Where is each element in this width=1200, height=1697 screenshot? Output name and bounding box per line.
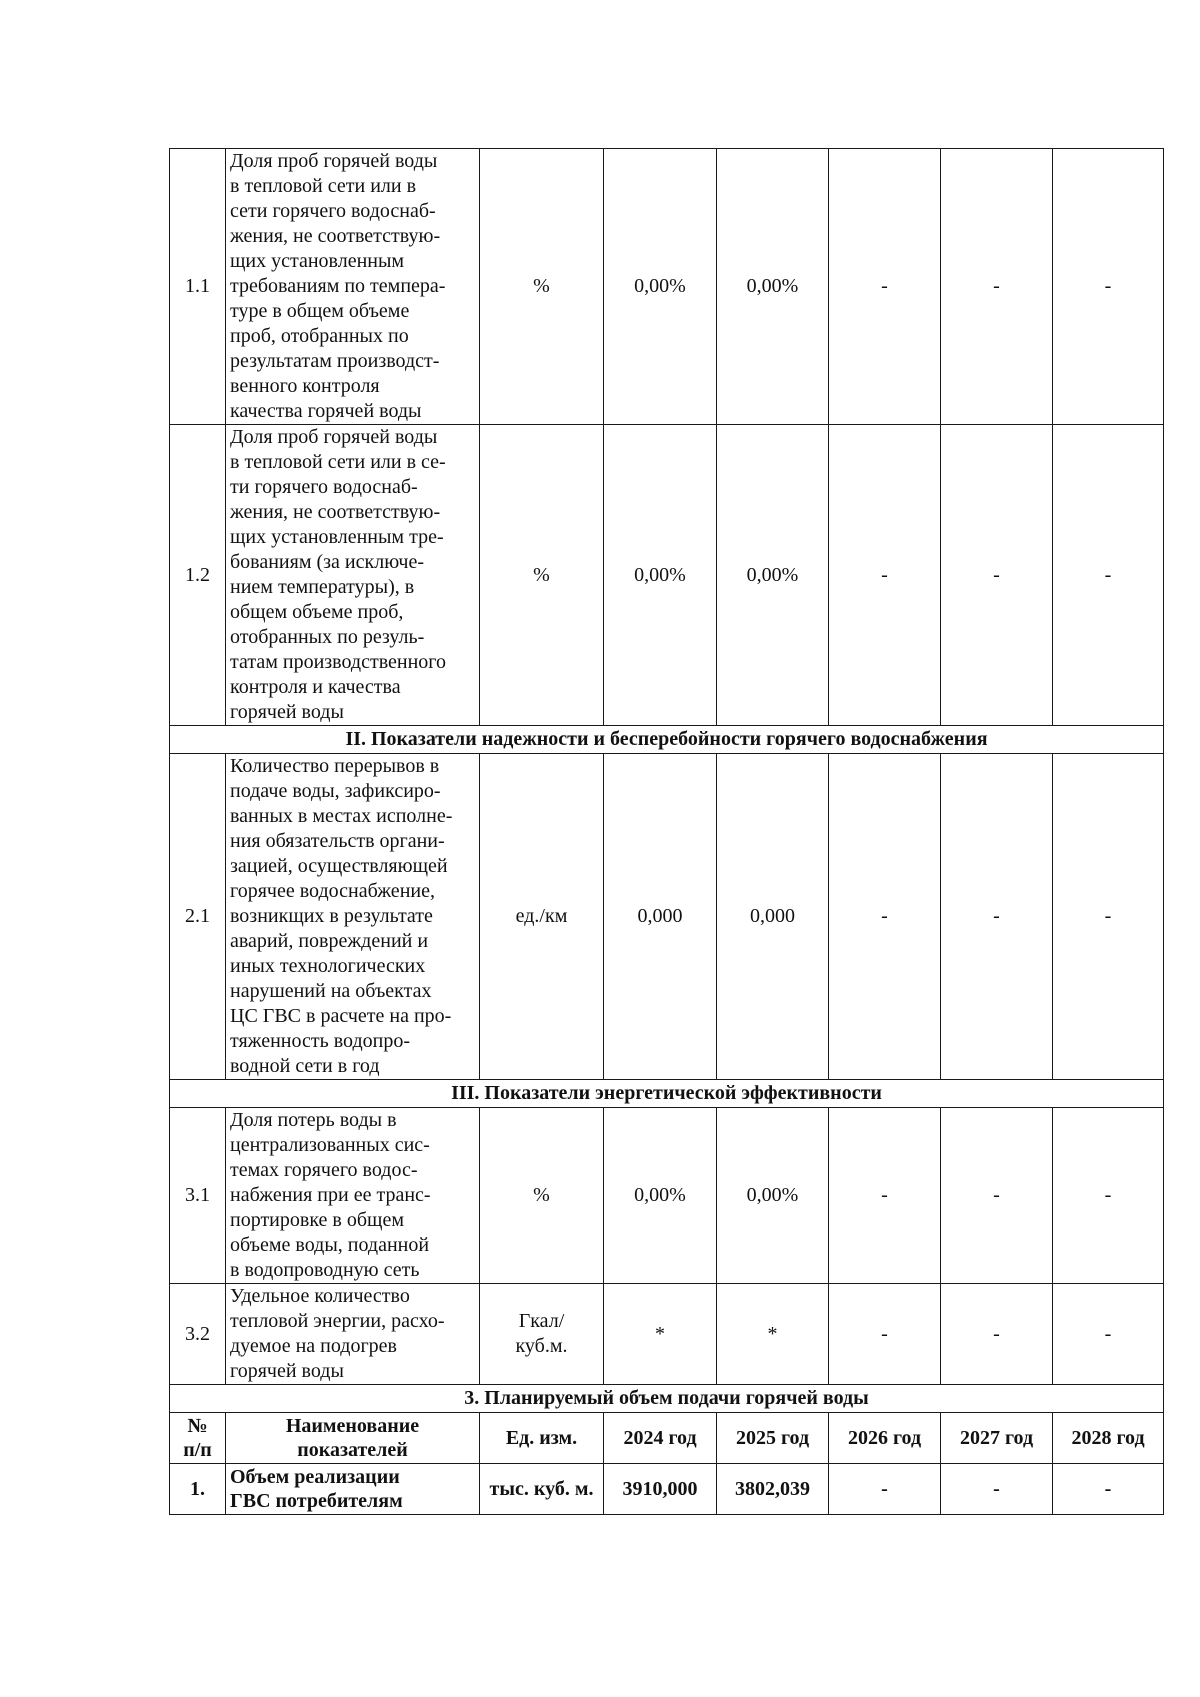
- value-2026: -: [829, 425, 941, 726]
- value-2027: -: [941, 1108, 1053, 1284]
- value-2026: -: [829, 1284, 941, 1385]
- value-2028: -: [1053, 1108, 1164, 1284]
- header-number: № п/п: [170, 1413, 226, 1464]
- value-2026: -: [829, 1464, 941, 1515]
- indicator-name: Доля потерь воды в централизованных сис- темах горячего водос- набжения при ее транс- портировке в общем объеме воды, поданной в водопроводную сеть: [226, 1108, 480, 1284]
- section-heading: 3. Планируемый объем подачи горячей воды: [170, 1385, 1164, 1413]
- indicator-name: Доля проб горячей воды в тепловой сети или в се- ти горячего водоснаб- жения, не соответствую- щих установленным тре- бованиям (за исключе- нием температуры), в общем объеме проб, отобранных по резуль- татам производственного контроля и качества горячей воды: [226, 425, 480, 726]
- value-2027: -: [941, 1464, 1053, 1515]
- header-2028: 2028 год: [1053, 1413, 1164, 1464]
- unit-cell: %: [480, 149, 604, 425]
- unit-cell: %: [480, 425, 604, 726]
- value-2028: -: [1053, 1284, 1164, 1385]
- value-2024: 0,000: [604, 754, 717, 1080]
- value-2026: -: [829, 754, 941, 1080]
- value-2025: 0,00%: [717, 149, 829, 425]
- header-unit: Ед. изм.: [480, 1413, 604, 1464]
- value-2024: 0,00%: [604, 149, 717, 425]
- indicator-name: Количество перерывов в подаче воды, зафиксиро- ванных в местах исполне- ния обязательств органи- зацией, осуществляющей горячее водоснабжение, возникщих в результате аварий, повреждений и иных технологических нарушений на объектах ЦС ГВС в расчете на про- тяженность водопро- водной сети в год: [226, 754, 480, 1080]
- table-row: [170, 425, 1164, 726]
- value-2025: 0,00%: [717, 1108, 829, 1284]
- value-2026: -: [829, 149, 941, 425]
- section-heading: II. Показатели надежности и бесперебойности горячего водоснабжения: [170, 726, 1164, 754]
- table-row: [170, 754, 1164, 1080]
- value-2027: -: [941, 425, 1053, 726]
- header-2027: 2027 год: [941, 1413, 1053, 1464]
- row-number: 1.: [170, 1464, 226, 1515]
- value-2028: -: [1053, 149, 1164, 425]
- value-2027: -: [941, 1284, 1053, 1385]
- value-2028: -: [1053, 425, 1164, 726]
- header-2025: 2025 год: [717, 1413, 829, 1464]
- value-2024: 0,00%: [604, 1108, 717, 1284]
- row-number: 1.1: [170, 149, 226, 425]
- value-2024: 3910,000: [604, 1464, 717, 1515]
- value-2027: -: [941, 149, 1053, 425]
- value-2024: 0,00%: [604, 425, 717, 726]
- value-2026: -: [829, 1108, 941, 1284]
- unit-cell: Гкал/ куб.м.: [480, 1284, 604, 1385]
- value-2024: *: [604, 1284, 717, 1385]
- indicator-name: Удельное количество тепловой энергии, расхо- дуемое на подогрев горячей воды: [226, 1284, 480, 1385]
- indicators-table: [169, 148, 1164, 1515]
- row-number: 2.1: [170, 754, 226, 1080]
- unit-cell: ед./км: [480, 754, 604, 1080]
- table-row: [170, 1284, 1164, 1385]
- row-number: 3.1: [170, 1108, 226, 1284]
- section-heading: III. Показатели энергетической эффективности: [170, 1080, 1164, 1108]
- value-2025: 3802,039: [717, 1464, 829, 1515]
- value-2025: *: [717, 1284, 829, 1385]
- indicator-name: Объем реализации ГВС потребителям: [226, 1464, 480, 1515]
- indicator-name: Доля проб горячей воды в тепловой сети или в сети горячего водоснаб- жения, не соответствую- щих установленным требованиям по темпера- туре в общем объеме проб, отобранных по результатам производст- венного контроля качества горячей воды: [226, 149, 480, 425]
- value-2028: -: [1053, 1464, 1164, 1515]
- unit-cell: тыс. куб. м.: [480, 1464, 604, 1515]
- unit-cell: %: [480, 1108, 604, 1284]
- section-heading-row: [170, 1385, 1164, 1413]
- value-2028: -: [1053, 754, 1164, 1080]
- row-number: 1.2: [170, 425, 226, 726]
- section-heading-row: [170, 1080, 1164, 1108]
- column-header-row: [170, 1413, 1164, 1464]
- section-heading-row: [170, 726, 1164, 754]
- table-row: [170, 149, 1164, 425]
- header-2024: 2024 год: [604, 1413, 717, 1464]
- header-2026: 2026 год: [829, 1413, 941, 1464]
- header-name: Наименование показателей: [226, 1413, 480, 1464]
- table-row: [170, 1108, 1164, 1284]
- value-2025: 0,00%: [717, 425, 829, 726]
- row-number: 3.2: [170, 1284, 226, 1385]
- value-2025: 0,000: [717, 754, 829, 1080]
- value-2027: -: [941, 754, 1053, 1080]
- table-row: [170, 1464, 1164, 1515]
